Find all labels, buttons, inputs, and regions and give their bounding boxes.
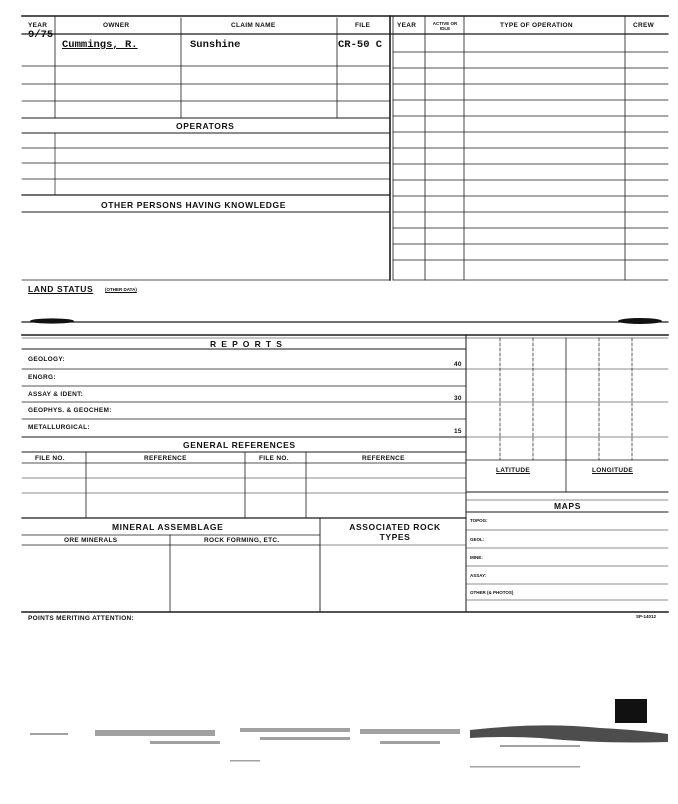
report-geology-label: GEOLOGY:	[28, 356, 65, 363]
entry-file: CR-50 C	[338, 39, 383, 51]
maps-title: MAPS	[554, 501, 581, 511]
report-assay-code: 30	[454, 395, 462, 402]
ore-minerals-header: ORE MINERALS	[64, 537, 118, 544]
report-assay-label: ASSAY & IDENT:	[28, 391, 84, 398]
header-year: YEAR	[28, 22, 48, 29]
reports-title: R E P O R T S	[210, 339, 284, 349]
map-assay-label: ASSAY:	[470, 573, 487, 578]
associated-rock-types-title: ASSOCIATED ROCK TYPES	[349, 522, 441, 542]
land-status-subtitle: (OTHER DATA)	[105, 287, 137, 292]
map-other-photos-label: OTHER (& PHOTOS)	[470, 590, 514, 595]
report-geology-code: 40	[454, 361, 462, 368]
header-owner: OWNER	[103, 22, 130, 29]
ref-col-reference-2: REFERENCE	[362, 455, 405, 462]
header-year-activity: YEAR	[397, 22, 417, 29]
header-type-of-operation: TYPE OF OPERATION	[500, 22, 573, 29]
entry-year: 9/75	[28, 29, 54, 41]
ref-col-reference-1: REFERENCE	[144, 455, 187, 462]
header-crew: CREW	[633, 22, 655, 29]
report-engrg-label: ENGRG:	[28, 374, 56, 381]
report-geophys-label: GEOPHYS. & GEOCHEM:	[28, 407, 112, 414]
header-file: FILE	[355, 22, 371, 29]
points-meriting-attention-label: POINTS MERITING ATTENTION:	[28, 615, 135, 622]
map-topog-label: TOPOG:	[470, 518, 488, 523]
ref-col-file-no-1: FILE NO.	[35, 455, 65, 462]
entry-claim-name: Sunshine	[190, 39, 241, 51]
operators-title: OPERATORS	[176, 121, 235, 131]
form-number: SP-14012	[636, 614, 657, 619]
land-status-title: LAND STATUS	[28, 284, 94, 294]
longitude-label: LONGITUDE	[592, 467, 633, 474]
latitude-label: LATITUDE	[496, 467, 531, 474]
general-references-title: GENERAL REFERENCES	[183, 440, 296, 450]
header-claim-name: CLAIM NAME	[231, 22, 276, 29]
map-mine-label: MINE:	[470, 555, 483, 560]
report-metallurgical-label: METALLURGICAL:	[28, 424, 90, 431]
other-persons-title: OTHER PERSONS HAVING KNOWLEDGE	[101, 200, 287, 210]
ref-col-file-no-2: FILE NO.	[259, 455, 289, 462]
report-metallurgical-code: 15	[454, 428, 462, 435]
rock-forming-header: ROCK FORMING, ETC.	[204, 537, 280, 544]
header-active-or-idle: ACTIVE OR IDLE	[432, 21, 458, 31]
entry-owner: Cummings, R.	[62, 39, 138, 51]
mineral-assemblage-title: MINERAL ASSEMBLAGE	[112, 522, 224, 532]
map-geol-label: GEOL:	[470, 537, 485, 542]
